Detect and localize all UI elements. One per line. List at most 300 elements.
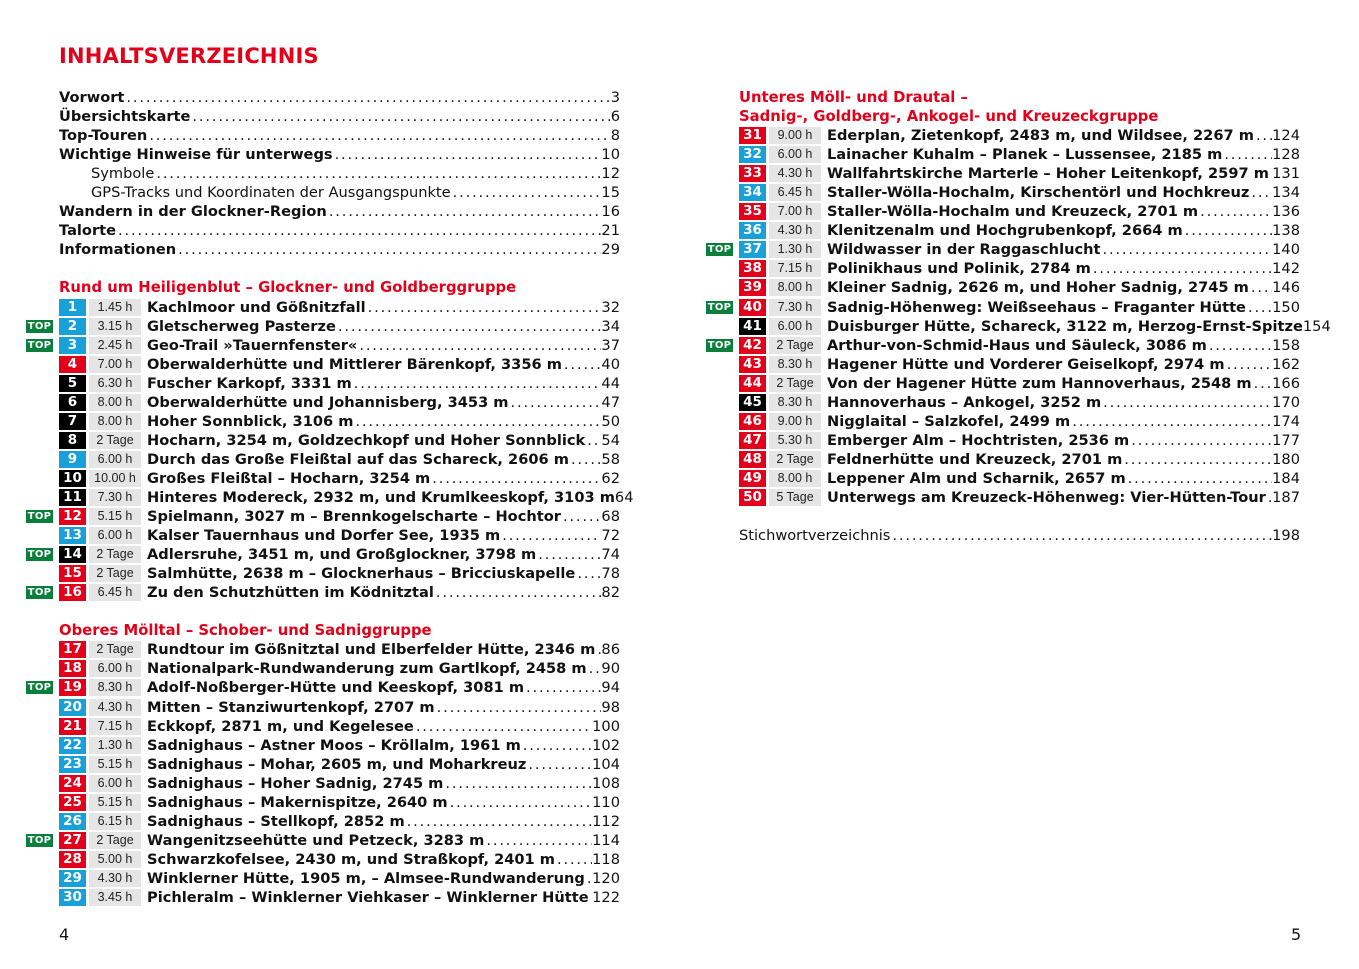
tour-page: 146 bbox=[1272, 279, 1300, 297]
tour-duration: 4.30 h bbox=[89, 699, 141, 716]
dot-leader bbox=[1101, 393, 1272, 412]
toc-entry[interactable] bbox=[26, 145, 620, 164]
tour-entry[interactable] bbox=[26, 336, 620, 355]
tour-page: 112 bbox=[592, 812, 620, 830]
section-heading: Sadnig-, Goldberg-, Ankogel- und Kreuzeckgruppe bbox=[739, 108, 1159, 126]
tour-number-badge: 46 bbox=[739, 413, 766, 430]
toc-entry[interactable] bbox=[26, 202, 620, 221]
tour-entry[interactable] bbox=[26, 431, 620, 450]
tour-entry-line bbox=[827, 374, 1300, 393]
tour-entry-line bbox=[827, 259, 1300, 278]
tour-entry[interactable] bbox=[706, 393, 1300, 412]
tour-duration: 6.00 h bbox=[89, 775, 141, 792]
dot-leader bbox=[357, 336, 601, 355]
dot-leader bbox=[116, 221, 601, 240]
tour-entry-line bbox=[147, 659, 620, 678]
toc-entry-line bbox=[59, 221, 620, 240]
tour-entry-line bbox=[147, 317, 620, 336]
tour-entry-line bbox=[827, 164, 1300, 183]
tour-number-badge: 5 bbox=[59, 375, 86, 392]
tour-duration: 2 Tage bbox=[89, 546, 141, 563]
tour-number-badge: 38 bbox=[739, 260, 766, 277]
dot-leader bbox=[1198, 202, 1272, 221]
tour-number-badge: 17 bbox=[59, 641, 86, 658]
tour-number-badge: 21 bbox=[59, 718, 86, 735]
tour-number-badge: 20 bbox=[59, 699, 86, 716]
tour-page: 37 bbox=[601, 336, 620, 354]
dot-leader bbox=[176, 240, 601, 259]
tour-title: Ederplan, Zietenkopf, 2483 m, und Wildsee, 2267 m bbox=[827, 127, 1254, 145]
toc-entry[interactable] bbox=[26, 183, 620, 202]
tour-entry-line bbox=[827, 278, 1300, 297]
dot-leader bbox=[1225, 355, 1273, 374]
tour-duration: 7.30 h bbox=[769, 299, 821, 316]
tour-page: 162 bbox=[1272, 355, 1300, 373]
tour-entry-line bbox=[147, 831, 620, 850]
tour-entry[interactable] bbox=[706, 259, 1300, 278]
tour-number-badge: 48 bbox=[739, 451, 766, 468]
tour-title: Von der Hagener Hütte zum Hannoverhaus, 2548 m bbox=[827, 374, 1252, 392]
tour-entry[interactable] bbox=[706, 412, 1300, 431]
dot-leader bbox=[509, 393, 602, 412]
tour-entry[interactable] bbox=[706, 355, 1300, 374]
tour-number-badge: 12 bbox=[59, 508, 86, 525]
tour-entry[interactable] bbox=[26, 545, 620, 564]
tour-duration: 2.45 h bbox=[89, 337, 141, 354]
tour-duration: 6.00 h bbox=[89, 527, 141, 544]
tour-page: 136 bbox=[1272, 203, 1300, 221]
tour-number-badge: 50 bbox=[739, 489, 766, 506]
tour-page: 74 bbox=[601, 546, 620, 564]
tour-number-badge: 43 bbox=[739, 356, 766, 373]
tour-page: 94 bbox=[601, 679, 620, 697]
tour-entry-line bbox=[147, 488, 634, 507]
tour-duration: 8.00 h bbox=[89, 413, 141, 430]
tour-entry[interactable] bbox=[26, 812, 620, 831]
tour-entry[interactable] bbox=[26, 583, 620, 602]
toc-entry[interactable] bbox=[26, 164, 620, 183]
tour-page: 134 bbox=[1272, 184, 1300, 202]
tour-number-badge: 40 bbox=[739, 299, 766, 316]
tour-duration: 6.00 h bbox=[89, 451, 141, 468]
tour-duration: 9.00 h bbox=[769, 413, 821, 430]
tour-entry-line bbox=[147, 888, 620, 907]
tour-page: 102 bbox=[592, 736, 620, 754]
tour-number-badge: 7 bbox=[59, 413, 86, 430]
dot-leader bbox=[1246, 298, 1272, 317]
tour-duration: 8.00 h bbox=[769, 279, 821, 296]
tour-duration: 1.45 h bbox=[89, 299, 141, 316]
toc-entry-title: Stichwortverzeichnis bbox=[739, 527, 891, 545]
tour-number-badge: 24 bbox=[59, 775, 86, 792]
tour-page: 40 bbox=[601, 355, 620, 373]
spacer bbox=[26, 602, 620, 621]
tour-entry[interactable] bbox=[26, 374, 620, 393]
dot-leader bbox=[1254, 126, 1272, 145]
tour-page: 108 bbox=[592, 774, 620, 792]
tour-title: Sadnighaus – Hoher Sadnig, 2745 m bbox=[147, 774, 444, 792]
tour-duration: 7.00 h bbox=[89, 356, 141, 373]
tour-title: Zu den Schutzhütten im Ködnitztal bbox=[147, 584, 434, 602]
dot-leader bbox=[1129, 431, 1272, 450]
tour-number-badge: 13 bbox=[59, 527, 86, 544]
tour-entry[interactable] bbox=[706, 221, 1300, 240]
dot-leader bbox=[414, 717, 592, 736]
dot-leader bbox=[521, 736, 592, 755]
toc-entry-page: 3 bbox=[610, 89, 620, 106]
tour-entry[interactable] bbox=[706, 126, 1300, 145]
tour-page: 90 bbox=[601, 660, 620, 678]
tour-title: Adlersruhe, 3451 m, und Großglockner, 3798 m bbox=[147, 546, 537, 564]
tour-number-badge: 30 bbox=[59, 889, 86, 906]
top-badge: TOP bbox=[27, 682, 52, 694]
tour-entry-line bbox=[827, 431, 1300, 450]
dot-leader bbox=[333, 145, 602, 164]
tour-duration: 8.30 h bbox=[89, 679, 141, 696]
tour-entry[interactable] bbox=[26, 774, 620, 793]
tour-duration: 4.30 h bbox=[769, 165, 821, 182]
tour-entry-line bbox=[827, 355, 1300, 374]
tour-number-badge: 2 bbox=[59, 318, 86, 335]
tour-duration: 2 Tage bbox=[89, 432, 141, 449]
tour-entry-line bbox=[827, 145, 1300, 164]
tour-entry[interactable] bbox=[706, 240, 1300, 259]
top-badge: TOP bbox=[27, 511, 52, 523]
tour-page: 140 bbox=[1272, 241, 1300, 259]
tour-number-badge: 36 bbox=[739, 222, 766, 239]
tour-number-badge: 29 bbox=[59, 870, 86, 887]
tour-page: 62 bbox=[601, 469, 620, 487]
tour-title: Staller-Wölla-Hochalm und Kreuzeck, 2701 m bbox=[827, 203, 1199, 221]
tour-number-badge: 16 bbox=[59, 584, 86, 601]
tour-entry-line bbox=[147, 869, 620, 888]
tour-number-badge: 3 bbox=[59, 337, 86, 354]
tour-entry-line bbox=[827, 202, 1300, 221]
tour-number-badge: 25 bbox=[59, 794, 86, 811]
tour-entry-line bbox=[147, 393, 620, 412]
tour-entry[interactable] bbox=[26, 450, 620, 469]
tour-entry[interactable] bbox=[26, 717, 620, 736]
dot-leader bbox=[569, 450, 601, 469]
tour-duration: 7.00 h bbox=[769, 203, 821, 220]
tour-entry[interactable] bbox=[706, 202, 1300, 221]
dot-leader bbox=[190, 107, 610, 126]
toc-entry-page: 12 bbox=[601, 165, 620, 183]
tour-entry[interactable] bbox=[26, 678, 620, 697]
tour-entry[interactable] bbox=[26, 793, 620, 812]
dot-leader bbox=[327, 202, 602, 221]
tour-page: 32 bbox=[601, 298, 620, 316]
tour-number-badge: 31 bbox=[739, 127, 766, 144]
dot-leader bbox=[890, 526, 1272, 545]
dot-leader bbox=[562, 355, 602, 374]
tour-entry-line bbox=[147, 355, 620, 374]
tour-entry[interactable] bbox=[26, 317, 620, 336]
tour-entry-line bbox=[827, 183, 1300, 202]
tour-duration: 1.30 h bbox=[89, 737, 141, 754]
tour-title: Eckkopf, 2871 m, und Kegelesee bbox=[147, 717, 414, 735]
tour-entry-line bbox=[147, 755, 620, 774]
tour-title: Arthur-von-Schmid-Haus und Säuleck, 3086 m bbox=[827, 336, 1207, 354]
tour-title: Fuscher Karkopf, 3331 m bbox=[147, 374, 352, 392]
tour-entry-line bbox=[147, 774, 620, 793]
tour-entry-line bbox=[147, 336, 620, 355]
tour-duration: 6.00 h bbox=[769, 318, 821, 335]
tour-entry[interactable] bbox=[26, 659, 620, 678]
tour-duration: 2 Tage bbox=[769, 337, 821, 354]
tour-page: 54 bbox=[601, 431, 620, 449]
tour-page: 170 bbox=[1272, 393, 1300, 411]
tour-entry[interactable] bbox=[26, 736, 620, 755]
toc-entry[interactable] bbox=[26, 88, 620, 107]
tour-page: 100 bbox=[592, 717, 620, 735]
dot-leader bbox=[451, 183, 602, 202]
tour-title: Nationalpark-Rundwanderung zum Gartlkopf, 2458 m bbox=[147, 660, 587, 678]
tour-entry-line bbox=[827, 450, 1300, 469]
tour-entry[interactable] bbox=[706, 431, 1300, 450]
tour-number-badge: 41 bbox=[739, 318, 766, 335]
tour-title: Oberwalderhütte und Johannisberg, 3453 m bbox=[147, 393, 509, 411]
toc-entry-title: Informationen bbox=[59, 241, 177, 259]
tour-title: Kleiner Sadnig, 2626 m, und Hoher Sadnig, 2745 m bbox=[827, 279, 1249, 297]
tour-duration: 8.30 h bbox=[769, 394, 821, 411]
tour-title: Lainacher Kuhalm – Planek – Lussensee, 2185 m bbox=[827, 146, 1223, 164]
toc-entry-page: 21 bbox=[601, 222, 620, 240]
tour-entry[interactable] bbox=[26, 412, 620, 431]
tour-entry-line bbox=[147, 640, 620, 659]
toc-entry[interactable] bbox=[26, 107, 620, 126]
toc-entry-line bbox=[59, 240, 620, 259]
tour-title: Staller-Wölla-Hochalm, Kirschentörl und Hochkreuz bbox=[827, 184, 1250, 202]
tour-page: 78 bbox=[601, 565, 620, 583]
tour-page: 122 bbox=[592, 888, 620, 906]
section-heading: Oberes Mölltal – Schober- und Sadniggruppe bbox=[59, 622, 432, 640]
tour-duration: 2 Tage bbox=[769, 451, 821, 468]
tour-duration: 5.00 h bbox=[89, 851, 141, 868]
toc-entry-page: 29 bbox=[601, 241, 620, 259]
tour-duration: 8.00 h bbox=[769, 470, 821, 487]
tour-entry[interactable] bbox=[706, 450, 1300, 469]
tour-entry[interactable] bbox=[26, 355, 620, 374]
tour-number-badge: 23 bbox=[59, 756, 86, 773]
tour-page: 187 bbox=[1272, 488, 1300, 506]
tour-duration: 7.30 h bbox=[89, 489, 141, 506]
tour-entry[interactable] bbox=[706, 183, 1300, 202]
tour-number-badge: 15 bbox=[59, 565, 86, 582]
dot-leader bbox=[448, 793, 593, 812]
tour-duration: 8.30 h bbox=[769, 356, 821, 373]
dot-leader bbox=[405, 812, 592, 831]
tour-page: 154 bbox=[1302, 317, 1331, 335]
toc-entry[interactable] bbox=[26, 221, 620, 240]
tour-entry[interactable] bbox=[706, 298, 1300, 317]
dot-leader bbox=[500, 526, 601, 545]
toc-entry[interactable] bbox=[706, 526, 1300, 545]
section-heading: Unteres Möll- und Drautal – bbox=[739, 89, 968, 106]
tour-title: Hoher Sonnblick, 3106 m bbox=[147, 412, 354, 430]
toc-entry-title: Symbole bbox=[91, 165, 155, 183]
top-badge: TOP bbox=[707, 339, 732, 351]
tour-entry[interactable] bbox=[26, 393, 620, 412]
tour-title: Hocharn, 3254 m, Goldzechkopf und Hoher Sonnblick bbox=[147, 431, 586, 449]
toc-entry-title: GPS-Tracks und Koordinaten der Ausgangspunkte bbox=[91, 184, 451, 202]
tour-duration: 5.30 h bbox=[769, 432, 821, 449]
top-badge: TOP bbox=[27, 834, 52, 846]
dot-leader bbox=[124, 88, 610, 107]
dot-leader bbox=[1100, 240, 1272, 259]
top-badge: TOP bbox=[27, 549, 52, 561]
tour-title: Wildwasser in der Raggaschlucht bbox=[827, 241, 1101, 259]
tour-title: Gletscherweg Pasterze bbox=[147, 317, 336, 335]
tour-duration: 4.30 h bbox=[769, 222, 821, 239]
dot-leader bbox=[434, 583, 602, 602]
tour-title: Duisburger Hütte, Schareck, 3122 m, Herzog-Ernst-Spitze bbox=[827, 317, 1303, 335]
section-heading: Rund um Heiligenblut – Glockner- und Goldberggruppe bbox=[59, 279, 517, 297]
dot-leader bbox=[366, 298, 602, 317]
tour-title: Winklerner Hütte, 1905 m, – Almsee-Rundwanderung bbox=[147, 869, 585, 887]
dot-leader bbox=[147, 126, 610, 145]
tour-number-badge: 9 bbox=[59, 451, 86, 468]
toc-entry-title: Top-Touren bbox=[59, 127, 148, 145]
tour-entry[interactable] bbox=[26, 850, 620, 869]
tour-entry[interactable] bbox=[26, 755, 620, 774]
tour-page: 68 bbox=[601, 508, 620, 526]
contents-column-left bbox=[26, 88, 634, 907]
tour-entry[interactable] bbox=[706, 317, 1331, 336]
tour-number-badge: 1 bbox=[59, 299, 86, 316]
tour-entry[interactable] bbox=[26, 640, 620, 659]
tour-duration: 7.15 h bbox=[89, 718, 141, 735]
tour-number-badge: 33 bbox=[739, 165, 766, 182]
tour-number-badge: 22 bbox=[59, 737, 86, 754]
spacer bbox=[26, 259, 620, 278]
tour-page: 34 bbox=[601, 317, 620, 335]
dot-leader bbox=[575, 564, 601, 583]
tour-page: 114 bbox=[592, 831, 620, 849]
toc-entry-line bbox=[739, 526, 1300, 545]
tour-duration: 2 Tage bbox=[89, 565, 141, 582]
toc-entry[interactable] bbox=[26, 240, 620, 259]
dot-leader bbox=[587, 659, 602, 678]
tour-entry[interactable] bbox=[26, 869, 620, 888]
dot-leader bbox=[154, 164, 601, 183]
tour-duration: 6.45 h bbox=[769, 184, 821, 201]
tour-entry[interactable] bbox=[706, 145, 1300, 164]
tour-entry-line bbox=[147, 469, 620, 488]
tour-number-badge: 47 bbox=[739, 432, 766, 449]
dot-leader bbox=[1122, 450, 1272, 469]
tour-entry-line bbox=[827, 393, 1300, 412]
tour-entry-line bbox=[147, 450, 620, 469]
tour-title: Hinteres Modereck, 2932 m, und Krumlkeeskopf, 3103 m bbox=[147, 488, 615, 506]
tour-entry[interactable] bbox=[706, 336, 1300, 355]
tour-duration: 8.00 h bbox=[89, 394, 141, 411]
toc-entry[interactable] bbox=[26, 126, 620, 145]
tour-page: 158 bbox=[1272, 336, 1300, 354]
tour-page: 131 bbox=[1272, 165, 1300, 183]
tour-entry[interactable] bbox=[26, 526, 620, 545]
tour-title: Kachlmoor und Gößnitzfall bbox=[147, 298, 366, 316]
tour-entry-line bbox=[147, 678, 620, 697]
tour-entry-line bbox=[147, 298, 620, 317]
tour-title: Hannoverhaus – Ankogel, 3252 m bbox=[827, 393, 1102, 411]
tour-entry[interactable] bbox=[26, 298, 620, 317]
tour-title: Sadnighaus – Stellkopf, 2852 m bbox=[147, 812, 405, 830]
toc-entry-page: 198 bbox=[1272, 527, 1300, 545]
tour-title: Polinikhaus und Polinik, 2784 m bbox=[827, 260, 1091, 278]
tour-entry[interactable] bbox=[26, 469, 620, 488]
tour-title: Rundtour im Gößnitztal und Elberfelder Hütte, 2346 m bbox=[147, 641, 596, 659]
toc-entry-line bbox=[59, 145, 620, 164]
top-badge: TOP bbox=[27, 339, 52, 351]
tour-number-badge: 39 bbox=[739, 279, 766, 296]
top-badge: TOP bbox=[707, 301, 732, 313]
tour-entry-line bbox=[147, 507, 620, 526]
tour-title: Spielmann, 3027 m – Brennkogelscharte – Hochtor bbox=[147, 508, 561, 526]
tour-title: Mitten – Stanziwurtenkopf, 2707 m bbox=[147, 698, 435, 716]
tour-duration: 5.15 h bbox=[89, 756, 141, 773]
tour-title: Hagener Hütte und Vorderer Geiselkopf, 2974 m bbox=[827, 355, 1225, 373]
tour-number-badge: 4 bbox=[59, 356, 86, 373]
tour-number-badge: 26 bbox=[59, 813, 86, 830]
dot-leader bbox=[561, 507, 601, 526]
tour-duration: 10.00 h bbox=[89, 470, 141, 487]
tour-entry[interactable] bbox=[706, 374, 1300, 393]
tour-entry[interactable] bbox=[26, 698, 620, 717]
tour-title: Großes Fleißtal – Hocharn, 3254 m bbox=[147, 469, 431, 487]
tour-number-badge: 49 bbox=[739, 470, 766, 487]
tour-title: Leppener Alm und Scharnik, 2657 m bbox=[827, 469, 1126, 487]
tour-number-badge: 11 bbox=[59, 489, 86, 506]
tour-page: 124 bbox=[1272, 127, 1300, 145]
tour-entry[interactable] bbox=[706, 164, 1300, 183]
tour-duration: 5.15 h bbox=[89, 794, 141, 811]
dot-leader bbox=[585, 869, 592, 888]
tour-title: Sadnig-Höhenweg: Weißseehaus – Fraganter Hütte bbox=[827, 298, 1246, 316]
tour-number-badge: 19 bbox=[59, 679, 86, 696]
tour-duration: 6.15 h bbox=[89, 813, 141, 830]
tour-entry-line bbox=[147, 812, 620, 831]
tour-entry-line bbox=[147, 717, 620, 736]
toc-entry-page: 6 bbox=[610, 108, 620, 126]
tour-duration: 7.15 h bbox=[769, 260, 821, 277]
tour-page: 110 bbox=[592, 793, 620, 811]
tour-entry-line bbox=[827, 469, 1300, 488]
tour-entry[interactable] bbox=[706, 278, 1300, 297]
tour-entry[interactable] bbox=[706, 469, 1300, 488]
tour-page: 180 bbox=[1272, 450, 1300, 468]
dot-leader bbox=[536, 545, 601, 564]
tour-entry[interactable] bbox=[26, 564, 620, 583]
tour-title: Geo-Trail »Tauernfenster« bbox=[147, 336, 358, 354]
tour-number-badge: 28 bbox=[59, 851, 86, 868]
toc-entry-title: Vorwort bbox=[59, 89, 125, 106]
toc-entry-title: Übersichtskarte bbox=[59, 108, 191, 126]
tour-number-badge: 45 bbox=[739, 394, 766, 411]
tour-entry[interactable] bbox=[26, 888, 620, 907]
tour-entry[interactable] bbox=[26, 488, 634, 507]
tour-entry[interactable] bbox=[26, 831, 620, 850]
tour-entry[interactable] bbox=[706, 488, 1300, 507]
dot-leader bbox=[1249, 183, 1272, 202]
tour-entry[interactable] bbox=[26, 507, 620, 526]
page-number-left: 4 bbox=[59, 925, 70, 944]
tour-title: Emberger Alm – Hochtristen, 2536 m bbox=[827, 431, 1130, 449]
dot-leader bbox=[1126, 469, 1272, 488]
tour-page: 128 bbox=[1272, 146, 1300, 164]
top-badge: TOP bbox=[27, 587, 52, 599]
tour-page: 142 bbox=[1272, 260, 1300, 278]
